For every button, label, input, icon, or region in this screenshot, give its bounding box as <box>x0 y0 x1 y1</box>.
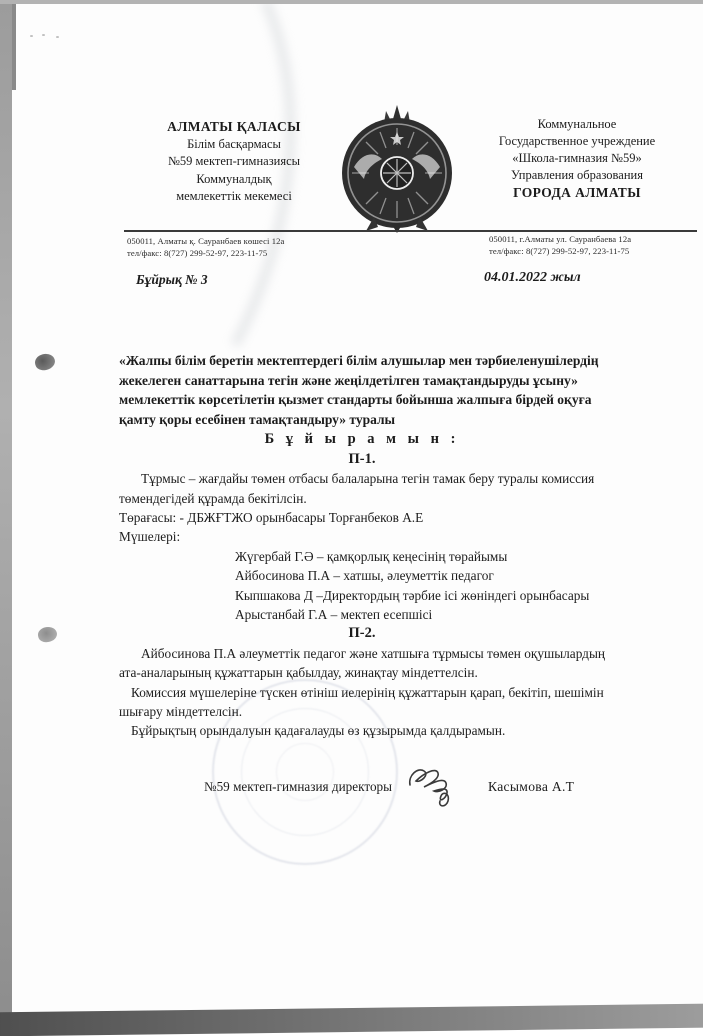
org-right-line: ГОРОДА АЛМАТЫ <box>513 185 641 200</box>
document-body <box>119 351 605 811</box>
section-2-heading: П-2. <box>348 625 376 642</box>
org-left-line: Коммуналдық <box>196 171 272 186</box>
address-line: 050011, г.Алматы ул. Сауранбаева 12а <box>489 234 632 244</box>
phone-line: тел/факс: 8(727) 299-52-97, 223-11-75 <box>489 245 630 256</box>
header-divider <box>124 230 697 232</box>
director-title: №59 мектеп-гимназия директоры <box>204 779 392 795</box>
address-block-left <box>127 236 284 259</box>
chairman-line: Төрағасы: - ДБЖҒТЖО орынбасары Торғанбеков А.Е <box>119 510 424 525</box>
member-item: Айбосинова П.А – хатшы, әлеуметтік педагог <box>235 568 494 584</box>
member-item: Арыстанбай Г.А – мектеп есепшісі <box>235 607 433 623</box>
org-left-line: №59 мектеп-гимназиясы <box>167 154 301 168</box>
members-list <box>119 547 605 625</box>
order-subject: «Жалпы білім беретін мектептердегі білім алушылар мен тәрбиеленушілердің жекелеген санаттарына тегін және жеңілдетілген тамақтандыруды ұсыну» мемлекеттік көрсетілетін қызмет стандарты бойынша жалпыға бірдей оқуға қамту қоры есебінен тамақтандыру» туралы <box>119 353 599 427</box>
scan-edge-bottom <box>0 1004 703 1036</box>
org-right-line: Государственное учреждение <box>498 134 656 148</box>
section-1-heading: П-1. <box>348 450 376 467</box>
member-item: Кыпшакова Д –Директордың тәрбие ісі жөніндегі орынбасары <box>235 587 590 603</box>
org-left-line: мемлекеттік мекемесі <box>176 189 292 203</box>
order-date: 04.01.2022 жыл <box>484 270 581 285</box>
signature-row <box>204 763 605 811</box>
handwritten-signature-icon <box>404 763 466 811</box>
director-name: Касымова А.Т <box>488 779 575 795</box>
member-item: Жүгербай Г.Ә – қамқорлық кеңесінің төрайымы <box>235 548 508 564</box>
section-2-paragraph-1: Айбосинова П.А әлеуметтік педагог және хатшыға тұрмысы төмен оқушылардың ата-аналарының құжаттарын қабылдау, жинақтау міндеттелсін. <box>119 645 605 681</box>
hole-punch-mark-icon <box>37 625 58 643</box>
org-block-kazakh <box>128 118 340 206</box>
section-1-paragraph: Тұрмыс – жағдайы төмен отбасы балаларына тегін тамак беру туралы комиссия төмендегідей құрамда бекітілсін. <box>119 471 595 506</box>
resolve-word: Б ұ й ы р а м ы н : <box>264 431 460 448</box>
members-label: Мүшелері: <box>119 529 181 545</box>
scan-edge-top <box>0 0 703 4</box>
address-line: 050011, Алматы қ. Сауранбаев көшесі 12а <box>127 236 285 246</box>
scan-edge-left <box>0 0 12 1024</box>
org-block-russian <box>452 116 702 201</box>
org-right-line: Коммунальное <box>537 117 617 131</box>
kazakhstan-emblem-icon <box>336 105 458 233</box>
org-right-line: «Школа-гимназия №59» <box>512 151 642 165</box>
hole-punch-mark-icon <box>33 352 56 372</box>
address-block-right <box>489 234 631 257</box>
order-number: Бұйрық № 3 <box>136 272 208 287</box>
section-2-paragraph-2: Комиссия мүшелеріне түскен өтініш иелерінің құжаттарын қарап, бекітіп, шешімін шығару міндеттелсін. <box>119 684 604 720</box>
org-left-line: АЛМАТЫ ҚАЛАСЫ <box>167 119 301 134</box>
org-left-line: Білім басқармасы <box>187 136 281 151</box>
section-2-paragraph-3: Бұйрықтың орындалуын қадағалауды өз құзырымда қалдырамын. <box>131 723 506 739</box>
scan-specks <box>30 33 70 41</box>
phone-line: тел/факс: 8(727) 299-52-97, 223-11-75 <box>127 247 268 258</box>
org-right-line: Управления образования <box>511 168 643 182</box>
